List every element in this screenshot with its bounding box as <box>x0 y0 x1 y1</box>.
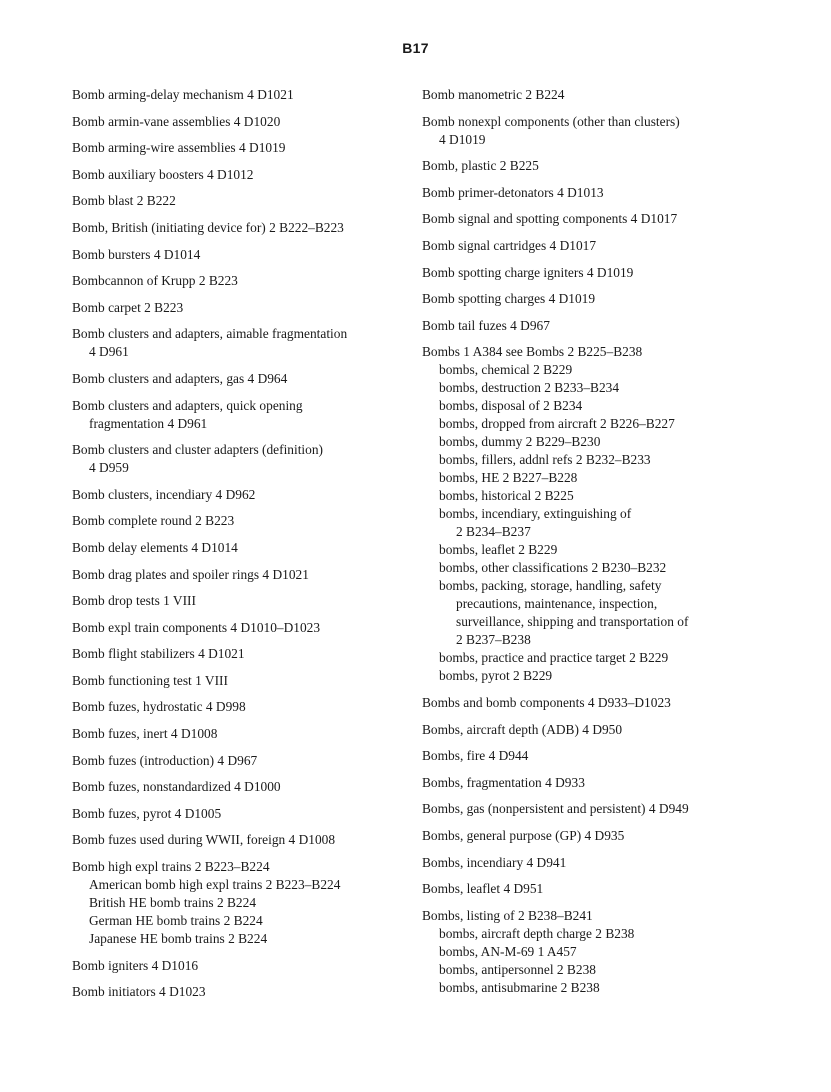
index-entry <box>72 831 407 849</box>
index-entry-heading: Bomb fuzes (introduction) 4 D967 <box>72 752 258 768</box>
index-entry <box>72 858 407 948</box>
index-entry-heading: Bomb primer-detonators 4 D1013 <box>422 184 604 200</box>
index-entry <box>72 325 407 361</box>
index-entry-subline: 4 D959 <box>89 460 129 476</box>
index-entry <box>422 210 767 228</box>
index-entry-subline: Japanese HE bomb trains 2 B224 <box>89 931 268 947</box>
index-entry <box>72 566 407 584</box>
index-entry <box>422 157 767 175</box>
index-entry-heading: Bombs, fire 4 D944 <box>422 748 529 764</box>
index-entry-heading: Bomb expl train components 4 D1010–D1023 <box>72 619 321 635</box>
index-entry-heading: Bomb clusters and adapters, aimable fragmentation <box>72 326 348 342</box>
left-index-column <box>72 86 407 1010</box>
index-entry <box>422 854 767 872</box>
index-entry <box>422 880 767 898</box>
index-entry <box>72 619 407 637</box>
index-entry-heading: Bomb clusters and adapters, gas 4 D964 <box>72 370 288 386</box>
index-entry <box>422 317 767 335</box>
index-entry-subline: bombs, dummy 2 B229–B230 <box>439 434 601 450</box>
index-entry <box>422 800 767 818</box>
index-entry <box>72 645 407 663</box>
index-entry-heading: Bombs, listing of 2 B238–B241 <box>422 907 593 923</box>
index-entry <box>422 747 767 765</box>
index-entry <box>72 299 407 317</box>
index-entry-heading: Bomb arming-delay mechanism 4 D1021 <box>72 87 294 102</box>
index-entry-subline: bombs, practice and practice target 2 B229 <box>439 650 669 666</box>
index-entry-subline: bombs, leaflet 2 B229 <box>439 542 558 558</box>
index-entry <box>422 237 767 255</box>
index-entry-heading: Bomb fuzes used during WWII, foreign 4 D1008 <box>72 832 336 848</box>
index-entry-subline: bombs, historical 2 B225 <box>439 488 574 504</box>
index-entry <box>72 113 407 131</box>
index-entry <box>72 219 407 237</box>
index-entry-heading: Bomb initiators 4 D1023 <box>72 984 206 1000</box>
index-entry <box>422 264 767 282</box>
index-entry <box>72 246 407 264</box>
index-entry <box>422 694 767 712</box>
index-entry-heading: Bomb, plastic 2 B225 <box>422 158 539 174</box>
index-entry <box>72 539 407 557</box>
index-entry <box>72 370 407 388</box>
index-entry-heading: Bomb spotting charge igniters 4 D1019 <box>422 264 634 280</box>
index-entry-heading: Bomb spotting charges 4 D1019 <box>422 291 596 307</box>
index-entry-heading: Bombs 1 A384 see Bombs 2 B225–B238 <box>422 344 643 360</box>
index-entry-subline: bombs, incendiary, extinguishing of <box>439 506 632 522</box>
index-entry <box>422 290 767 308</box>
index-entry-heading: Bomb fuzes, hydrostatic 4 D998 <box>72 699 246 715</box>
index-entry <box>72 272 407 290</box>
index-entry-heading: Bomb armin-vane assemblies 4 D1020 <box>72 113 281 129</box>
index-entry <box>422 774 767 792</box>
index-entry-heading: Bomb functioning test 1 VIII <box>72 672 228 688</box>
index-entry-subline: bombs, antipersonnel 2 B238 <box>439 961 596 977</box>
index-entry-subline: fragmentation 4 D961 <box>89 415 208 431</box>
index-entry <box>72 957 407 975</box>
index-entry-heading: Bomb carpet 2 B223 <box>72 299 184 315</box>
index-entry-heading: Bomb signal and spotting components 4 D1017 <box>422 211 678 227</box>
index-entry-heading: Bomb nonexpl components (other than clusters) <box>422 113 680 129</box>
index-entry <box>72 166 407 184</box>
index-entry-heading: Bomb flight stabilizers 4 D1021 <box>72 646 245 662</box>
index-entry <box>72 592 407 610</box>
index-entry-heading: Bomb signal cartridges 4 D1017 <box>422 237 597 253</box>
index-entry <box>422 827 767 845</box>
index-entry-heading: Bombcannon of Krupp 2 B223 <box>72 273 238 289</box>
index-entry-heading: Bombs and bomb components 4 D933–D1023 <box>422 694 671 710</box>
index-entry-subline: bombs, HE 2 B227–B228 <box>439 470 578 486</box>
index-entry-heading: Bombs, gas (nonpersistent and persistent) 4 D949 <box>422 801 689 817</box>
index-entry-heading: Bomb clusters and adapters, quick opening <box>72 397 303 413</box>
index-entry-heading: Bomb fuzes, nonstandardized 4 D1000 <box>72 779 281 795</box>
index-entry-heading: Bomb clusters and cluster adapters (definition) <box>72 442 324 458</box>
index-entry-subline: bombs, aircraft depth charge 2 B238 <box>439 925 635 941</box>
index-entry <box>72 512 407 530</box>
index-entry-subline: surveillance, shipping and transportation of <box>456 614 689 630</box>
index-entry <box>422 343 767 685</box>
index-entry <box>72 725 407 743</box>
index-entry-heading: Bomb igniters 4 D1016 <box>72 957 199 973</box>
index-entry-subline: bombs, disposal of 2 B234 <box>439 398 583 414</box>
index-entry-subline: 4 D1019 <box>439 131 486 147</box>
index-entry-heading: Bomb clusters, incendiary 4 D962 <box>72 486 256 502</box>
index-entry-heading: Bomb blast 2 B222 <box>72 193 176 209</box>
index-entry-heading: Bomb bursters 4 D1014 <box>72 246 201 262</box>
index-entry-subline: bombs, dropped from aircraft 2 B226–B227 <box>439 416 675 432</box>
index-entry-heading: Bomb delay elements 4 D1014 <box>72 539 238 555</box>
index-entry-subline: German HE bomb trains 2 B224 <box>89 913 263 929</box>
index-entry <box>422 184 767 202</box>
index-entry <box>72 192 407 210</box>
index-entry-heading: Bombs, aircraft depth (ADB) 4 D950 <box>422 721 623 737</box>
index-entry-subline: American bomb high expl trains 2 B223–B224 <box>89 877 341 893</box>
index-entry-heading: Bomb arming-wire assemblies 4 D1019 <box>72 140 286 156</box>
index-entry <box>72 86 407 104</box>
index-entry-heading: Bomb complete round 2 B223 <box>72 513 235 529</box>
index-entry <box>72 752 407 770</box>
index-entry <box>72 698 407 716</box>
index-entry-heading: Bomb tail fuzes 4 D967 <box>422 317 550 333</box>
index-entry <box>72 672 407 690</box>
index-entry-heading: Bomb fuzes, inert 4 D1008 <box>72 726 218 742</box>
index-entry <box>422 721 767 739</box>
index-entry <box>72 778 407 796</box>
index-entry-subline: bombs, AN-M-69 1 A457 <box>439 943 577 959</box>
index-entry-heading: Bomb drop tests 1 VIII <box>72 593 196 609</box>
index-entry-subline: bombs, chemical 2 B229 <box>439 362 573 378</box>
index-entry <box>72 441 407 477</box>
index-entry-subline: bombs, pyrot 2 B229 <box>439 668 553 684</box>
right-index-column <box>422 86 767 1005</box>
index-entry-subline: precautions, maintenance, inspection, <box>456 596 658 612</box>
index-entry-subline: bombs, fillers, addnl refs 2 B232–B233 <box>439 452 651 468</box>
index-entry-heading: Bomb manometric 2 B224 <box>422 87 565 102</box>
index-entry <box>422 907 767 997</box>
index-entry <box>422 113 767 149</box>
index-entry-subline: bombs, destruction 2 B233–B234 <box>439 380 620 396</box>
index-entry <box>422 86 767 104</box>
index-entry-subline: British HE bomb trains 2 B224 <box>89 895 257 911</box>
index-entry <box>72 486 407 504</box>
index-entry-subline: 2 B237–B238 <box>456 632 531 648</box>
index-entry-heading: Bomb fuzes, pyrot 4 D1005 <box>72 805 222 821</box>
index-entry-subline: bombs, other classifications 2 B230–B232 <box>439 560 667 576</box>
index-entry-heading: Bombs, fragmentation 4 D933 <box>422 774 585 790</box>
index-entry <box>72 805 407 823</box>
index-entry-heading: Bomb high expl trains 2 B223–B224 <box>72 859 270 875</box>
page-number-header: B17 <box>402 40 429 56</box>
index-entry-subline: 4 D961 <box>89 344 129 360</box>
index-entry-heading: Bombs, leaflet 4 D951 <box>422 881 544 897</box>
index-entry-heading: Bomb auxiliary boosters 4 D1012 <box>72 166 254 182</box>
index-entry <box>72 139 407 157</box>
index-entry-heading: Bomb drag plates and spoiler rings 4 D1021 <box>72 566 309 582</box>
index-entry <box>72 397 407 433</box>
index-entry-heading: Bombs, general purpose (GP) 4 D935 <box>422 827 625 843</box>
index-entry-subline: 2 B234–B237 <box>456 524 531 540</box>
index-entry-heading: Bombs, incendiary 4 D941 <box>422 854 567 870</box>
index-entry-subline: bombs, packing, storage, handling, safety <box>439 578 662 594</box>
index-entry-subline: bombs, antisubmarine 2 B238 <box>439 979 600 995</box>
index-entry <box>72 983 407 1001</box>
index-entry-heading: Bomb, British (initiating device for) 2 B222–B223 <box>72 219 344 235</box>
